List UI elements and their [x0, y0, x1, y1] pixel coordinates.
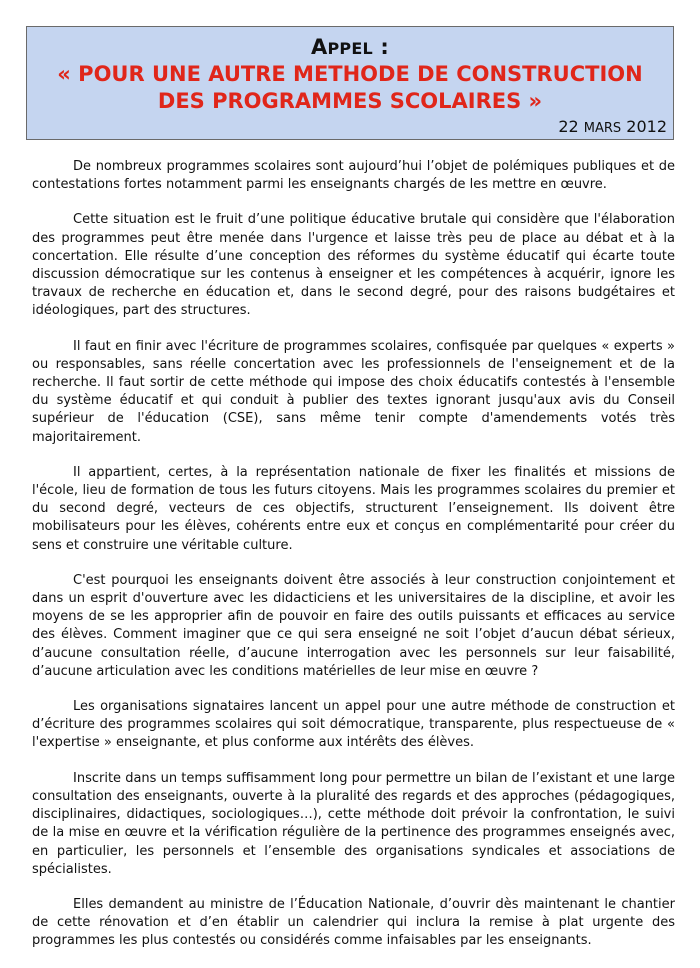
date-day: 22	[558, 117, 584, 136]
paragraph-1: De nombreux programmes scolaires sont aujourd’hui l’objet de polémiques publiques et de contestations fortes notamment parmi les enseignants chargés de les mettre en œuvre.	[32, 159, 675, 193]
appel-initial: A	[311, 35, 328, 59]
appel-rest: PPEL	[327, 39, 373, 58]
appel-heading	[27, 35, 673, 59]
header-box	[26, 26, 674, 140]
date-year: 2012	[621, 117, 667, 136]
date	[558, 117, 667, 136]
appel-colon: :	[372, 35, 389, 59]
date-month: MARS	[583, 121, 622, 136]
paragraph-6: Les organisations signataires lancent un appel pour une autre méthode de construction et d’écriture des programmes scolaires qui soit démocratique, transparente, plus respectueuse de « l'expertise » enseignante, et plus conforme aux intérêts des élèves.	[32, 699, 675, 751]
title-line-1: « POUR UNE AUTRE METHODE DE CONSTRUCTION	[57, 62, 643, 86]
paragraph-8: Elles demandent au ministre de l’Éducation Nationale, d’ouvrir dès maintenant le chantier de cette rénovation et d’en établir un calendrier qui inclura la remise à plat urgente des programmes les plus contestés ou considérés comme infaisables par les enseignants.	[32, 896, 675, 949]
paragraph-7: Inscrite dans un temps suffisamment long pour permettre un bilan de l’existant et une large consultation des enseignants, ouverte à la pluralité des regards et des approches (pédagogiques, disciplinaires, didactiques, sociologiques…), cette méthode doit prévoir la confrontation, le suivi de la mise en œuvre et la vérification régulière de la pertinence des programmes enseignés avec, en particulier, les personnels et l’ensemble des organisations syndicales et associations de spécialistes.	[32, 770, 675, 877]
paragraph-4: Il appartient, certes, à la représentation nationale de fixer les finalités et missions de l'école, lieu de formation de tous les futurs citoyens. Mais les programmes scolaires du premier et du second degré, vecteurs de ces objectifs, structurent l’enseignement. Ils doivent être mobilisateurs pour les élèves, cohérents entre eux et conçus en complémentarité pour créer du sens et construire une véritable culture.	[32, 464, 675, 553]
paragraph-5: C'est pourquoi les enseignants doivent être associés à leur construction conjointement et dans un esprit d'ouverture avec les didacticiens et les universitaires de la discipline, et avoir les moyens de se les approprier afin de pouvoir en faire des outils puissants et efficaces au service des élèves. Comment imaginer que ce qui sera enseigné ne soit l’objet d’aucun débat sérieux, d’aucune consultation réelle, d’aucune interrogation avec les personnels sur leur faisabilité, d’aucune articulation avec les conditions matérielles de leur mise en œuvre ?	[32, 572, 675, 679]
title-line-2: DES PROGRAMMES SCOLAIRES »	[157, 89, 543, 113]
body-text	[32, 158, 675, 968]
paragraph-2: Cette situation est le fruit d’une politique éducative brutale qui considère que l'élaboration des programmes peut être menée dans l'urgence et laisse très peu de place au débat et à la concertation. Elle résulte d’une conception des réformes du système éducatif qui écarte toute discussion démocratique sur les contenus à enseigner et les compétences à acquérir, ignore les travaux de recherche en éducation et, dans le second degré, pour des raisons budgétaires et idéologiques, part des structures.	[32, 212, 675, 319]
paragraph-3: Il faut en finir avec l'écriture de programmes scolaires, confisquée par quelques « experts » ou responsables, sans réelle concertation avec les professionnels de l'enseignement et de la recherche. Il faut sortir de cette méthode qui impose des choix éducatifs contestés à l'ensemble du système éducatif et qui conduit à publier des textes ignorant jusqu'aux avis du Conseil supérieur de l'éducation (CSE), sans même tenir compte d'amendements votés très majoritairement.	[32, 338, 675, 445]
